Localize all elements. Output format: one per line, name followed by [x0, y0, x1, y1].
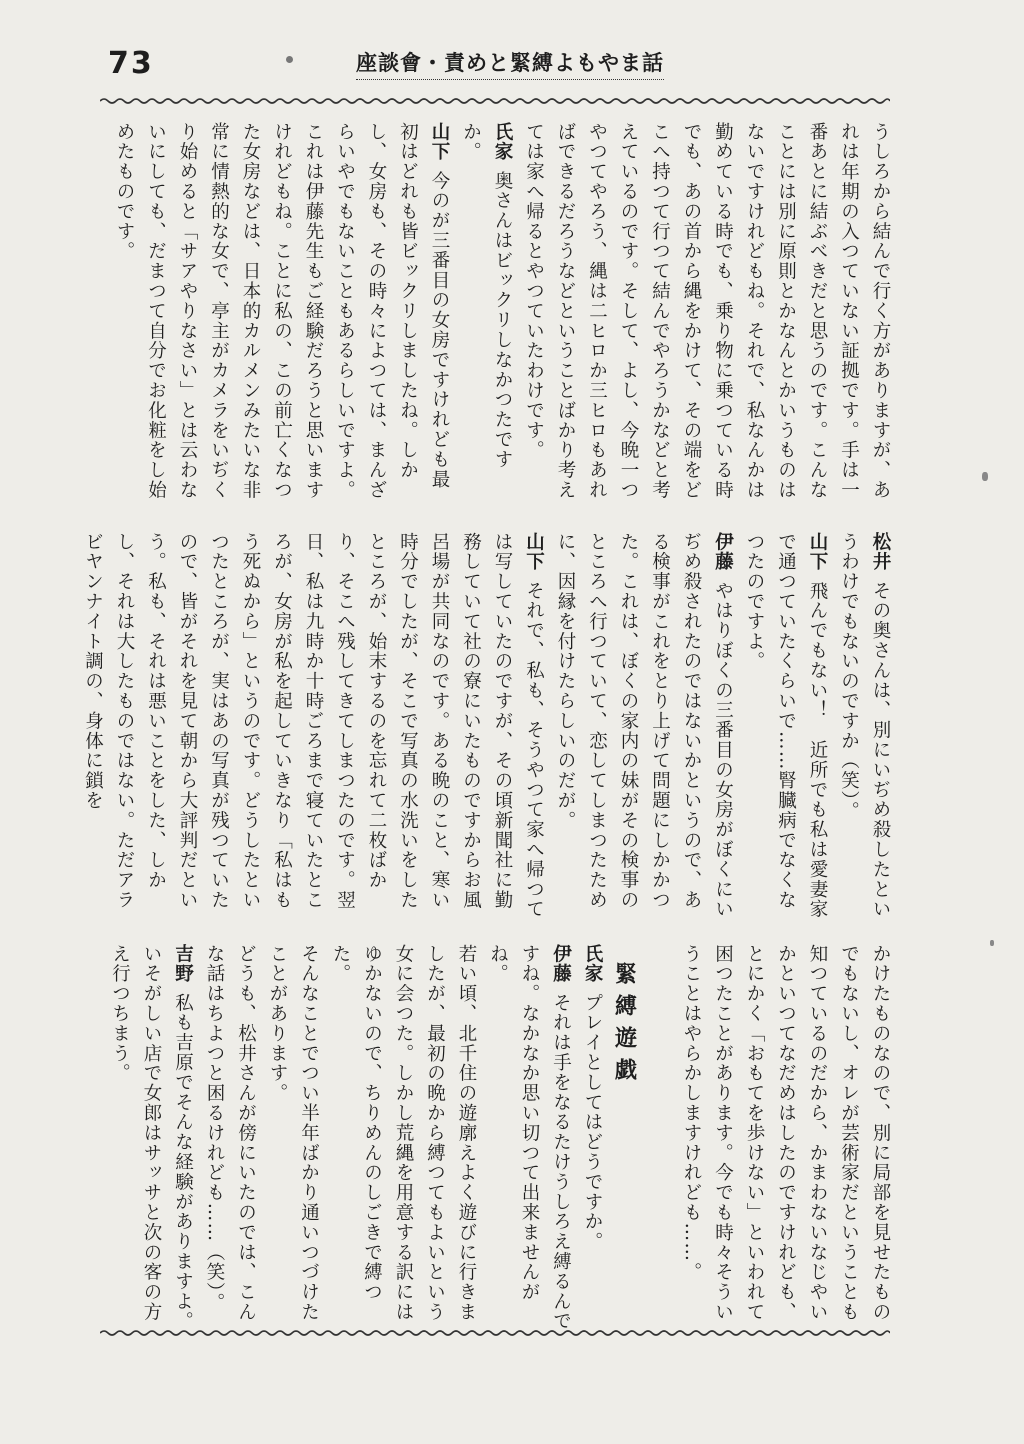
speaker-name: 氏家	[492, 122, 513, 162]
paragraph	[199, 944, 262, 1334]
section-heading: 緊縛遊戯	[611, 962, 637, 1090]
speaker-name: 山下	[429, 122, 450, 162]
paragraph-text: やはりぼくの三番目の女房がぼくにいぢめ殺されたのではないかというので、ある検事がこれをとり上げて問題にしかかつた。これは、ぼくの家内の妹がその検事のところへ行つていて、恋してしまつたために、因縁を付けたらしいのだが。	[555, 532, 734, 920]
paragraph-text: そんなことでつい半年ばかり通いつづけたことがあります。	[267, 944, 320, 1323]
paragraph	[455, 122, 518, 502]
paragraph-text: うしろから結んで行く方がありますが、あれは年期の入つていない証拠です。手は一番あとに結ぶべきだと思うのです。こんなことには別に原則とかなんとかいうものはないですけれどもね。それで、私なんかは勤めている時でも、乗り物に乗つている時でも、あの首から縄をかけて、その端をどこへ持つて行つて結んでやろうかなどと考えているのです。そして、よし、今晩一つやつてやろう、縄は二ヒロか三ヒロもあればできるだろうなどということばかり考えては家へ帰るとやつていたわけです。	[523, 122, 891, 501]
article-block-bottom	[109, 944, 896, 1334]
article-block-middle	[82, 532, 896, 924]
divider-top	[100, 96, 890, 106]
paragraph-text: 今のが三番目の女房ですけれども最初はどれも皆ビックリしましたね。しかし、女房も、その時々によつては、まんざらいやでもないこともあるらしいですよ。これは伊藤先生もご経験だろうと思いますけれどもね。ことに私の、この前亡くなつた女房などは、日本的カルメンみたいな非常に情熱的な女で、亭主がカメラをいぢくり始めると「サアやりなさい」とは云わないにしても、だまつて自分でお化粧をし始めたものです。	[114, 122, 450, 501]
paragraph	[77, 532, 550, 924]
paragraph-text: それで、私も、そうやつて家へ帰つては写していたのですが、その頃新聞社に勤務していて社の寮にいたものですからお風呂場が共同なのです。ある晩のこと、寒い時分でしたが、そこで写真の水洗いをしたところが、始末するのを忘れて二枚ばかり、そこへ残してきてしまつたのです。翌日、私は九時か十時ごろまで寝ていたところが、女房が私を起していきなり「私はもう死ぬから」というのです。どうしたといつたところが、実はあの写真が残つていたので、皆がそれを見て朝から大評判だという。私も、それは悪いことをした、しかし、それは大したものではない。ただアラビヤンナイト調の、身体に鎖を	[82, 532, 545, 920]
paragraph	[550, 532, 739, 924]
paragraph-text: 奥さんはビックリしなかつたですか。	[460, 122, 513, 470]
paragraph	[104, 944, 199, 1334]
speaker-name: 山下	[523, 532, 545, 572]
article-block-top	[114, 122, 896, 502]
paragraph	[577, 944, 609, 1334]
paper-speck	[982, 472, 988, 481]
page-number: 73	[108, 46, 154, 81]
paragraph-text: その奥さんは、別にいぢめ殺したというわけでもないのですか（笑）。	[838, 532, 891, 920]
paragraph	[676, 944, 897, 1334]
divider-bottom	[100, 1328, 890, 1338]
paragraph-text: 私も吉原でそんな経験がありますよ。いそがしい店で女郎はサッサと次の客の方え行つちまう。	[109, 944, 194, 1332]
paragraph-text: それは手をなるたけうしろえ縛るんですね。なかなか思い切つて出来ませんがね。	[487, 944, 572, 1332]
paragraph	[482, 944, 577, 1334]
paragraph	[739, 532, 834, 924]
speaker-name: 氏家	[582, 944, 603, 984]
paper-speck	[990, 940, 994, 946]
separator-dot	[286, 56, 293, 63]
paragraph-text: プレイとしてはどうですか。	[582, 993, 603, 1252]
paragraph	[262, 944, 325, 1334]
paragraph-text: 飛んでもない！ 近所でも私は愛妻家で通つていたくらいで……腎臓病でなくなつたのですよ。	[744, 532, 828, 920]
paragraph	[518, 122, 896, 502]
paragraph-text: 若い頃、北千住の遊廓えよく遊びに行きましたが、最初の晩から縛つてもよいという女に会つた。しかし荒縄を用意する訳にはゆかないので、ちりめんのしごきで縛つた。	[330, 944, 477, 1323]
paragraph-text: どうも、松井さんが傍にいたのでは、こんな話はちよつと困るけれども……（笑）。	[204, 944, 257, 1323]
speaker-name: 山下	[807, 532, 828, 572]
speaker-name: 松井	[870, 532, 891, 572]
running-title: 座談會・責めと緊縛よもやま話	[356, 47, 664, 80]
paragraph	[325, 944, 483, 1334]
paragraph	[109, 122, 456, 502]
paragraph	[833, 532, 896, 924]
speaker-name: 伊藤	[550, 944, 572, 984]
speaker-name: 吉野	[172, 944, 194, 984]
paragraph-text: かけたものなので、別に局部を見せたものでもないし、オレが芸術家だということも知つているのだから、かまわないなじやいかといつてなだめはしたのですけれども、とにかく「おもてを歩けない」といわれて困つたことがあります。今でも時々そういうことはやらかしますけれども……。	[681, 944, 891, 1323]
speaker-name: 伊藤	[712, 532, 734, 572]
